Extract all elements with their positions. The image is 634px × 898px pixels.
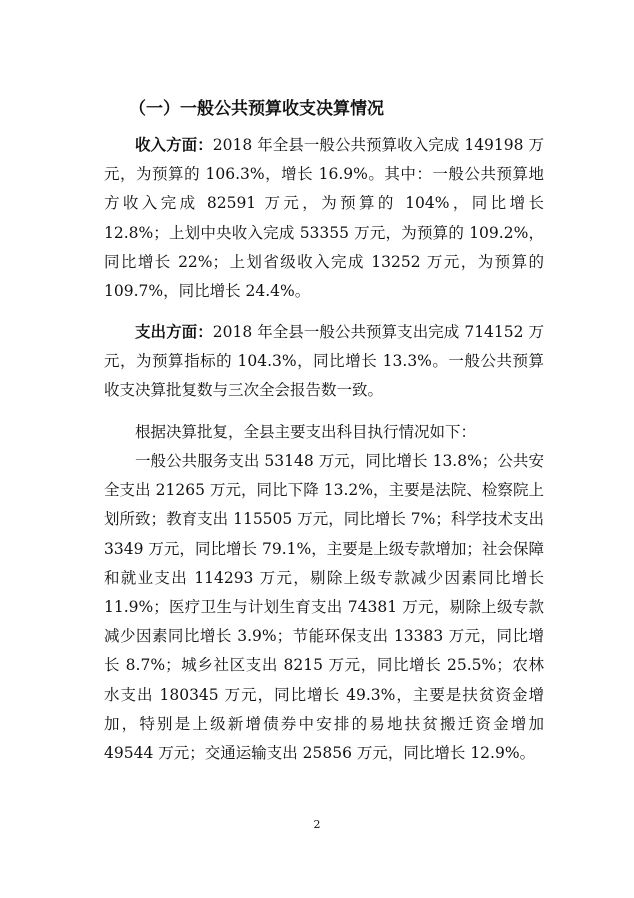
income-text: 2018 年全县一般公共预算收入完成 149198 万元，为预算的 106.3%，增长 16.9%。其中：一般公共预算地方收入完成 82591 万元，为预算的 104%，同比增长 12.8%；上划中央收入完成 53355 万元，为预算的 109.2%，同比增长 22%；上划省级收入完成 13252 万元，为预算的 109.7%，同比增长 24.4%。 [104, 136, 544, 301]
expense-text: 2018 年全县一般公共预算支出完成 714152 万元，为预算指标的 104.3%，同比增长 13.3%。一般公共预算收支决算批复数与三次全会报告数一致。 [104, 323, 544, 400]
section-heading: （一）一般公共预算收支决算情况 [129, 99, 384, 119]
income-paragraph [104, 131, 544, 306]
expense-label: 支出方面： [135, 323, 213, 341]
expenditure-details-paragraph: 一般公共服务支出 53148 万元，同比增长 13.8%；公共安全支出 21265 万元，同比下降 13.2%，主要是法院、检察院上划所致；教育支出 115505 万元，同比增长 7%；科学技术支出 3349 万元，同比增长 79.1%，主要是上级专款增加；社会保障和就业支出 114293 万元，剔除上级专款减少因素同比增长 11.9%；医疗卫生与计划生育支出 74381 万元，剔除上级专款减少因素同比增长 3.9%；节能环保支出 13383 万元，同比增长 8.7%；城乡社区支出 8215 万元，同比增长 25.5%；农林水支出 180345 万元，同比增长 49.3%，主要是扶贫资金增加，特别是上级新增债券中安排的易地扶贫搬迁资金增加 49544 万元；交通运输支出 25856 万元，同比增长 12.9%。 [104, 452, 544, 763]
income-label: 收入方面： [135, 136, 213, 154]
expense-paragraph [104, 318, 544, 406]
intro-paragraph: 根据决算批复，全县主要支出科目执行情况如下： [135, 423, 477, 441]
page-number: 2 [313, 818, 321, 831]
